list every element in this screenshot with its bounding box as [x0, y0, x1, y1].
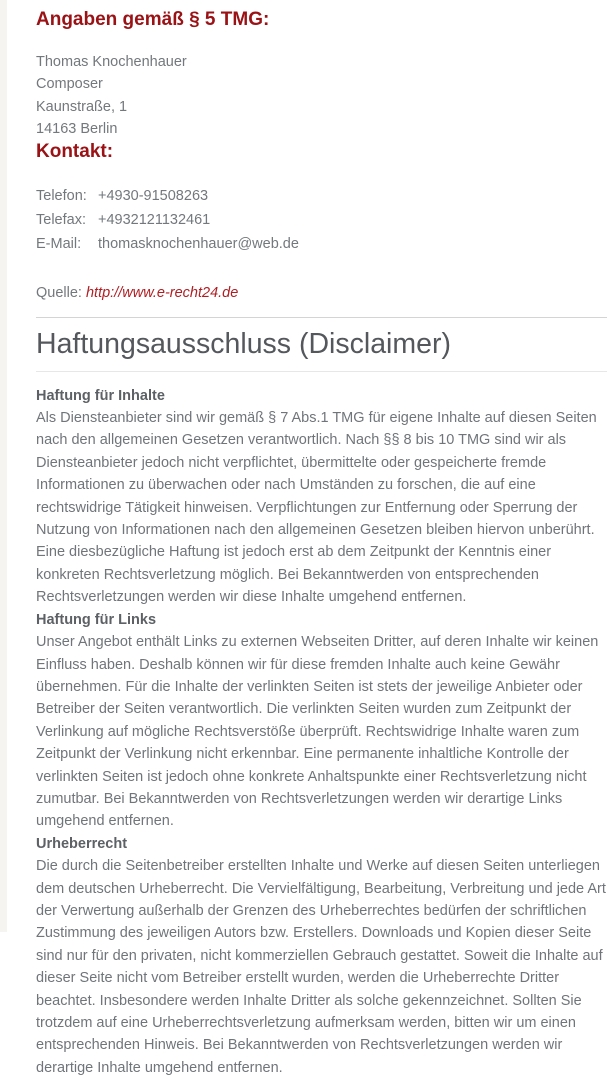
- section-text-urheberrecht: Die durch die Seitenbetreiber erstellten Inhalte und Werke auf diesen Seiten unterliegen dem deutschen Urheberrecht. Die Vervielfältigung, Bearbeitung, Verbreitung und jede Art der Verwertung außerhalb der Grenzen des Urheberrechtes bedürfen der schriftlichen Zustimmung des jeweiligen Autors bzw. Erstellers. Downloads und Kopien dieser Seite sind nur für den privaten, nicht kommerziellen Gebrauch gestattet. Soweit die Inhalte auf dieser Seite nicht vom Betreiber erstellt wurden, werden die Urheberrechte Dritter beachtet. Insbesondere werden Inhalte Dritter als solche gekennzeichnet. Sollten Sie trotzdem auf eine Urheberrechtsverletzung aufmerksam werden, bitten wir um einen entsprechenden Hinweis. Bei Bekanntwerden von Rechtsverletzungen werden wir derartige Inhalte umgehend entfernen.: [36, 858, 606, 1076]
- kontakt-heading: Kontakt:: [36, 140, 114, 162]
- section-haftung-links: [36, 609, 607, 833]
- e-recht24-link[interactable]: http://www.e-recht24.de: [85, 284, 239, 301]
- section-urheberrecht: [36, 833, 607, 1079]
- impressum-page: [7, 0, 612, 1079]
- disclaimer-title: Haftungsausschluss (Disclaimer): [36, 327, 451, 360]
- provider-address: [36, 51, 607, 141]
- section-text-inhalte: Als Diensteanbieter sind wir gemäß § 7 Abs.1 TMG für eigene Inhalte auf diesen Seiten nach den allgemeinen Gesetzen verantwortlich. Nach §§ 8 bis 10 TMG sind wir als Diensteanbieter jedoch nicht verpflichtet, übermittelte oder gespeicherte fremde Informationen zu überwachen oder nach Umständen zu forschen, die auf eine rechtswidrige Tätigkeit hinweisen. Verpflichtungen zur Entfernung oder Sperrung der Nutzung von Informationen nach den allgemeinen Gesetzen bleiben hiervon unberührt. Eine diesbezügliche Haftung ist jedoch erst ab dem Zeitpunkt der Kenntnis einer konkreten Rechtsverletzung möglich. Bei Bekanntwerden von entsprechenden Rechtsverletzungen werden wir diese Inhalte umgehend entfernen.: [36, 410, 597, 606]
- tmg-heading: Angaben gemäß § 5 TMG:: [36, 9, 270, 30]
- section-heading-urheberrecht: Urheberrecht: [36, 835, 128, 852]
- contact-row-telefon: [36, 184, 607, 208]
- provider-name: Thomas Knochenhauer: [36, 54, 187, 70]
- contact-row-telefax: [36, 208, 607, 232]
- email-label: E-Mail:: [36, 235, 82, 252]
- provider-city: 14163 Berlin: [36, 121, 118, 138]
- email-value: thomasknochenhauer@web.de: [98, 235, 299, 252]
- contact-row-email: [36, 232, 607, 256]
- telefon-value: +4930-91508263: [98, 187, 209, 204]
- section-text-links: Unser Angebot enthält Links zu externen Webseiten Dritter, auf deren Inhalte wir keinen Einfluss haben. Deshalb können wir für diese fremden Inhalte auch keine Gewähr übernehmen. Für die Inhalte der verlinkten Seiten ist stets der jeweilige Anbieter oder Betreiber der Seiten verantwortlich. Die verlinkten Seiten wurden zum Zeitpunkt der Verlinkung auf mögliche Rechtsverstöße überprüft. Rechtswidrige Inhalte waren zum Zeitpunkt der Verlinkung nicht erkennbar. Eine permanente inhaltliche Kontrolle der verlinkten Seiten ist jedoch ohne konkrete Anhaltspunkte einer Rechtsverletzung nicht zumutbar. Bei Bekanntwerden von Rechtsverletzungen werden wir derartige Links umgehend entfernen.: [36, 634, 599, 830]
- disclaimer-sections: [36, 385, 607, 1079]
- source-label: Quelle:: [36, 284, 82, 301]
- divider-top: [36, 317, 607, 318]
- contact-block: [36, 184, 607, 256]
- telefax-value: +4932121132461: [98, 211, 211, 228]
- telefon-label: Telefon:: [36, 187, 87, 204]
- divider-under-title: [36, 371, 607, 372]
- source-line: [36, 283, 607, 303]
- page-left-gutter: [0, 0, 7, 932]
- provider-role: Composer: [36, 76, 103, 93]
- section-haftung-inhalte: [36, 385, 607, 609]
- provider-street: Kaunstraße, 1: [36, 98, 128, 115]
- telefax-label: Telefax:: [36, 211, 86, 228]
- section-heading-links: Haftung für Links: [36, 611, 157, 628]
- section-heading-inhalte: Haftung für Inhalte: [36, 387, 165, 404]
